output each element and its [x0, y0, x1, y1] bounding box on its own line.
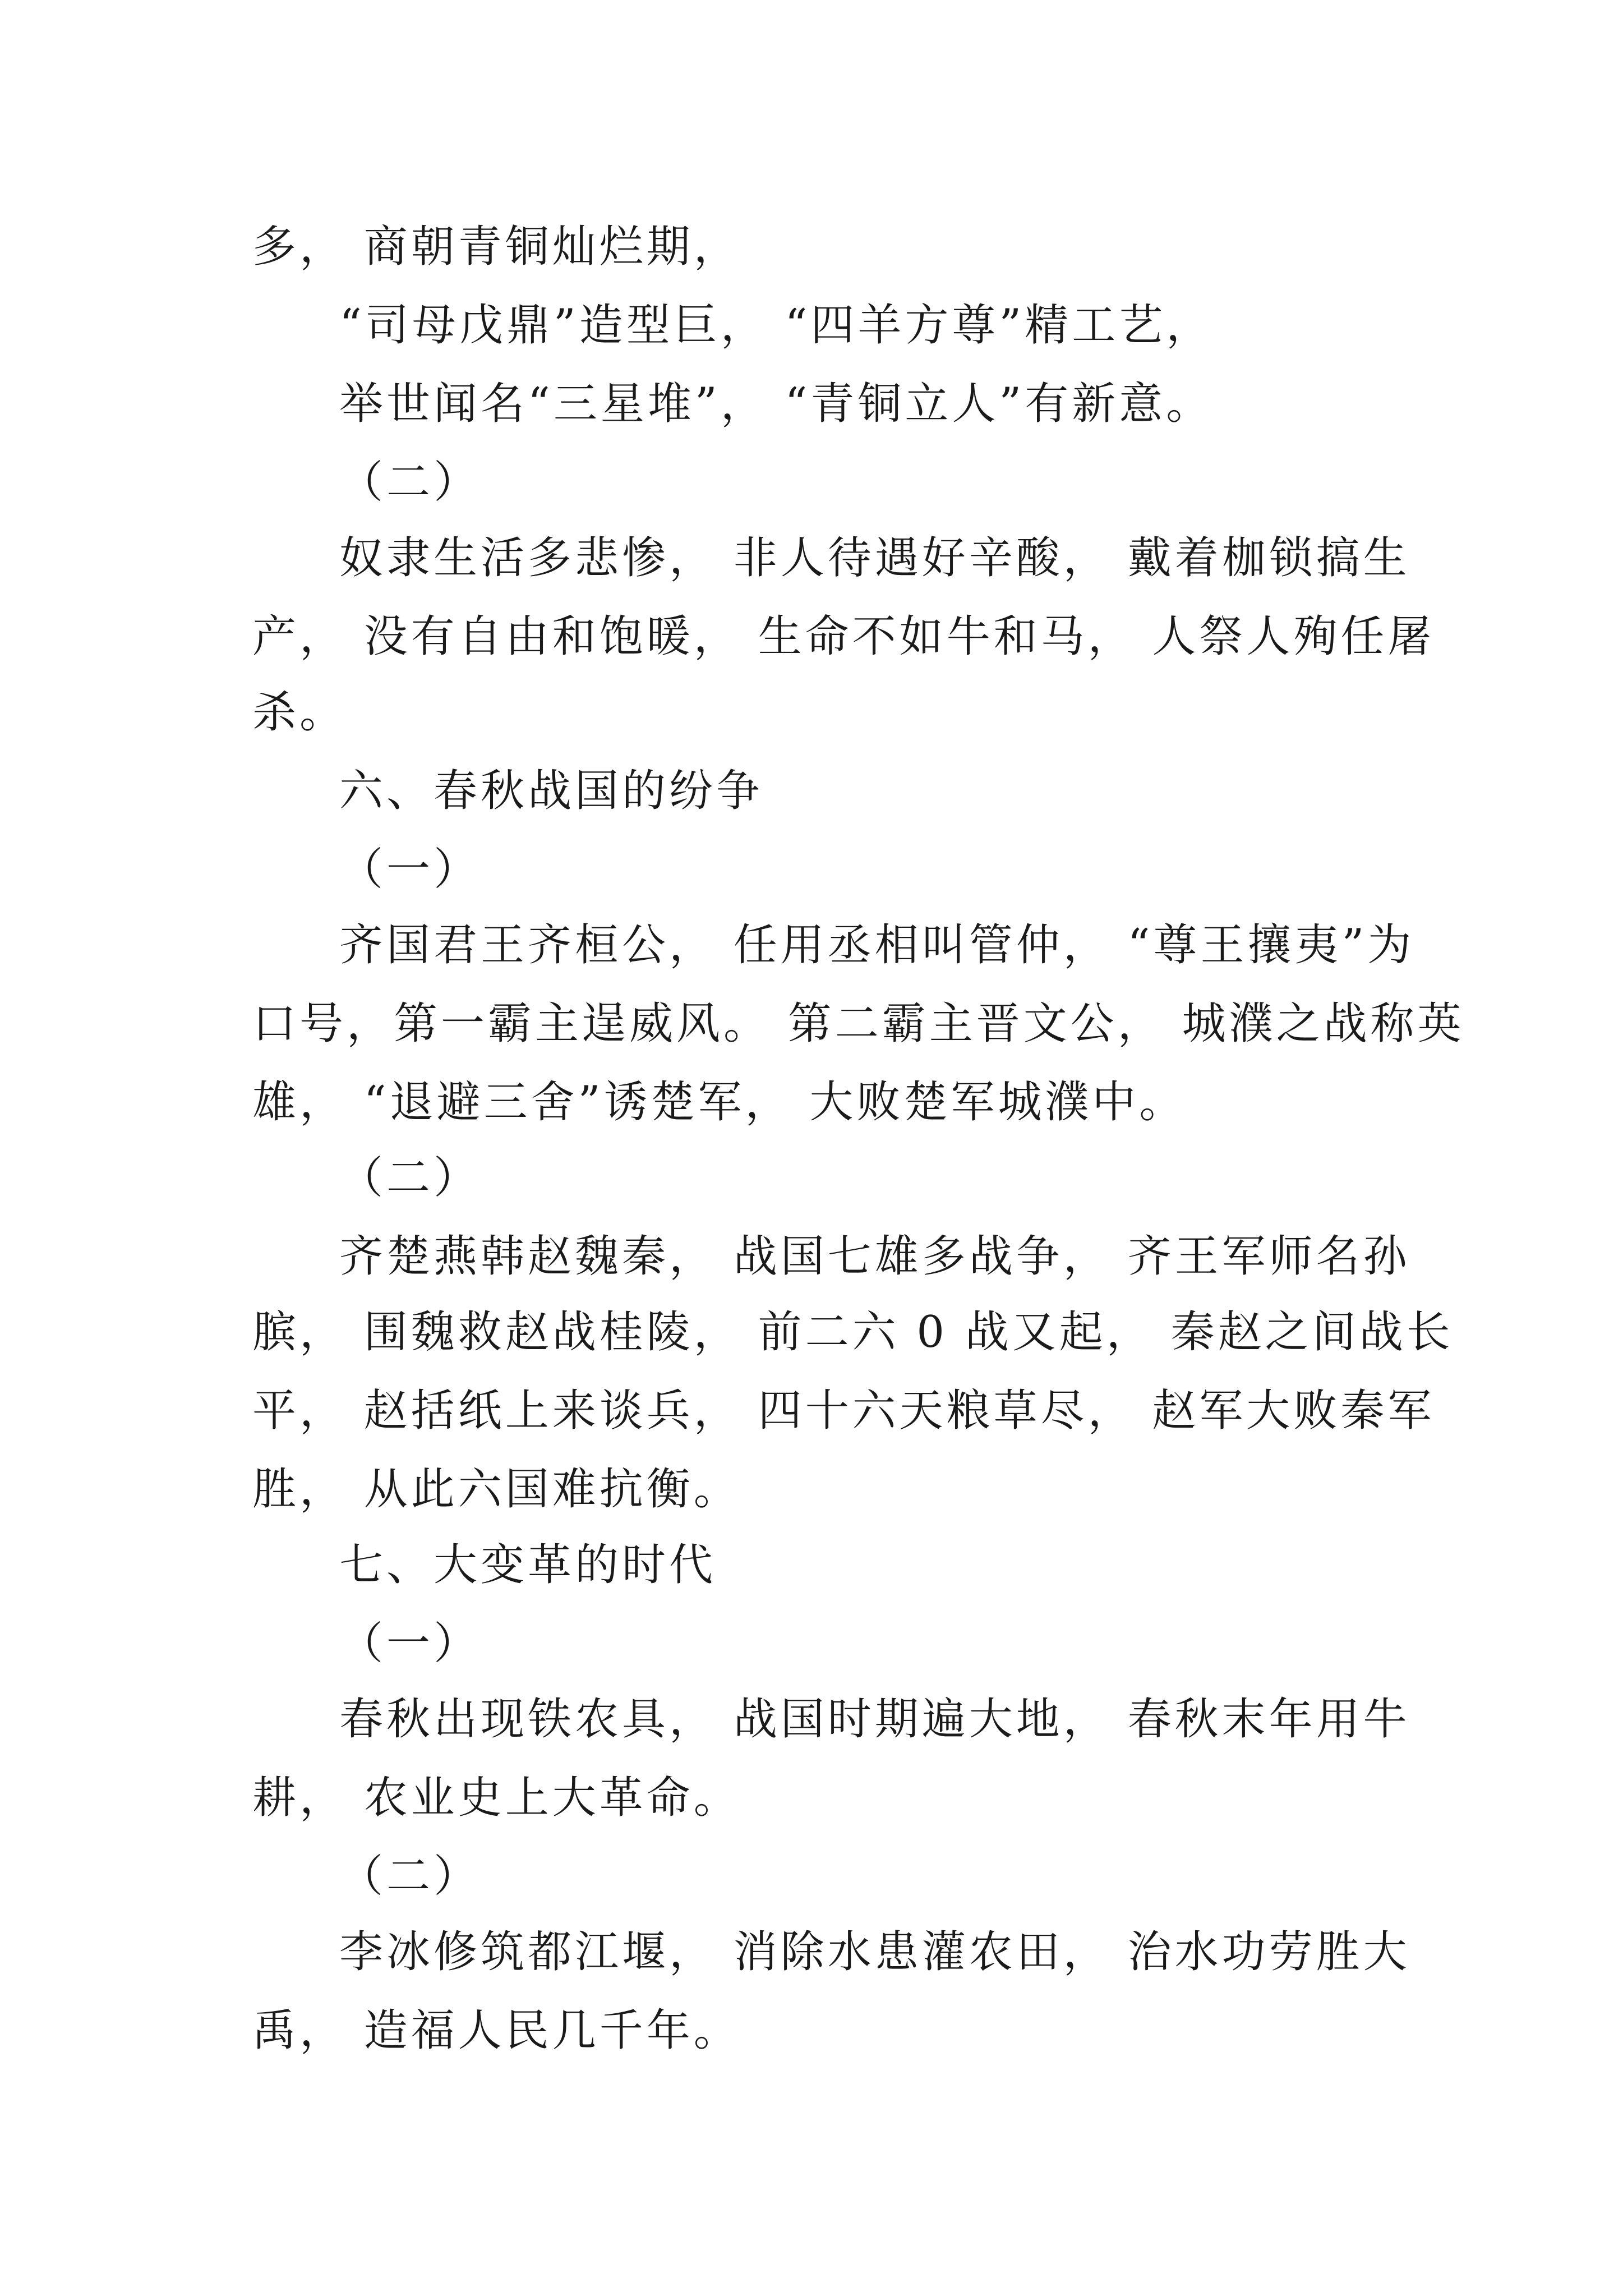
text-line: 杀。 — [252, 687, 347, 738]
section-marker: （一） — [339, 844, 481, 895]
text-line: 口号，第一霸主逞威风。 第二霸主晋文公， 城濮之战称英 — [252, 999, 1465, 1049]
text-line: 平， 赵括纸上来谈兵， 四十六天粮草尽， 赵军大败秦军 — [252, 1386, 1435, 1436]
section-marker: （二） — [339, 1153, 481, 1203]
section-marker: （一） — [339, 1618, 481, 1669]
text-line: 耕， 农业史上大革命。 — [252, 1773, 741, 1823]
text-line: 产， 没有自由和饱暖， 生命不如牛和马， 人祭人殉任屠 — [252, 611, 1435, 662]
text-line: 齐楚燕韩赵魏秦， 战国七雄多战争， 齐王军师名孙 — [339, 1231, 1410, 1282]
section-marker: （二） — [339, 457, 481, 508]
text-line: 雄， “退避三舍”诱楚军， 大败楚军城濮中。 — [252, 1077, 1187, 1128]
text-line: 齐国君王齐桓公， 任用丞相叫管仲， “尊王攘夷”为 — [339, 920, 1415, 970]
section-heading: 七、大变革的时代 — [339, 1540, 717, 1590]
text-line: 多， 商朝青铜灿烂期， — [252, 222, 741, 272]
text-line: 膑， 围魏救赵战桂陵， 前二六 0 战又起， 秦赵之间战长 — [252, 1307, 1454, 1358]
text-line: 春秋出现铁农具， 战国时期遍大地， 春秋末年用牛 — [339, 1694, 1410, 1745]
text-line: 李冰修筑都江堰， 消除水患灌农田， 治水功劳胜大 — [339, 1927, 1410, 1977]
section-marker: （二） — [339, 1851, 481, 1902]
section-heading: 六、春秋战国的纷争 — [339, 766, 764, 816]
text-line: 禹， 造福人民几千年。 — [252, 2005, 741, 2056]
text-line: 奴隶生活多悲惨， 非人待遇好辛酸， 戴着枷锁搞生 — [339, 533, 1410, 583]
text-line: 胜， 从此六国难抗衡。 — [252, 1464, 741, 1515]
text-line: “司母戊鼎”造型巨， “四羊方尊”精工艺， — [339, 300, 1214, 351]
text-line: 举世闻名“三星堆”， “青铜立人”有新意。 — [339, 379, 1214, 429]
